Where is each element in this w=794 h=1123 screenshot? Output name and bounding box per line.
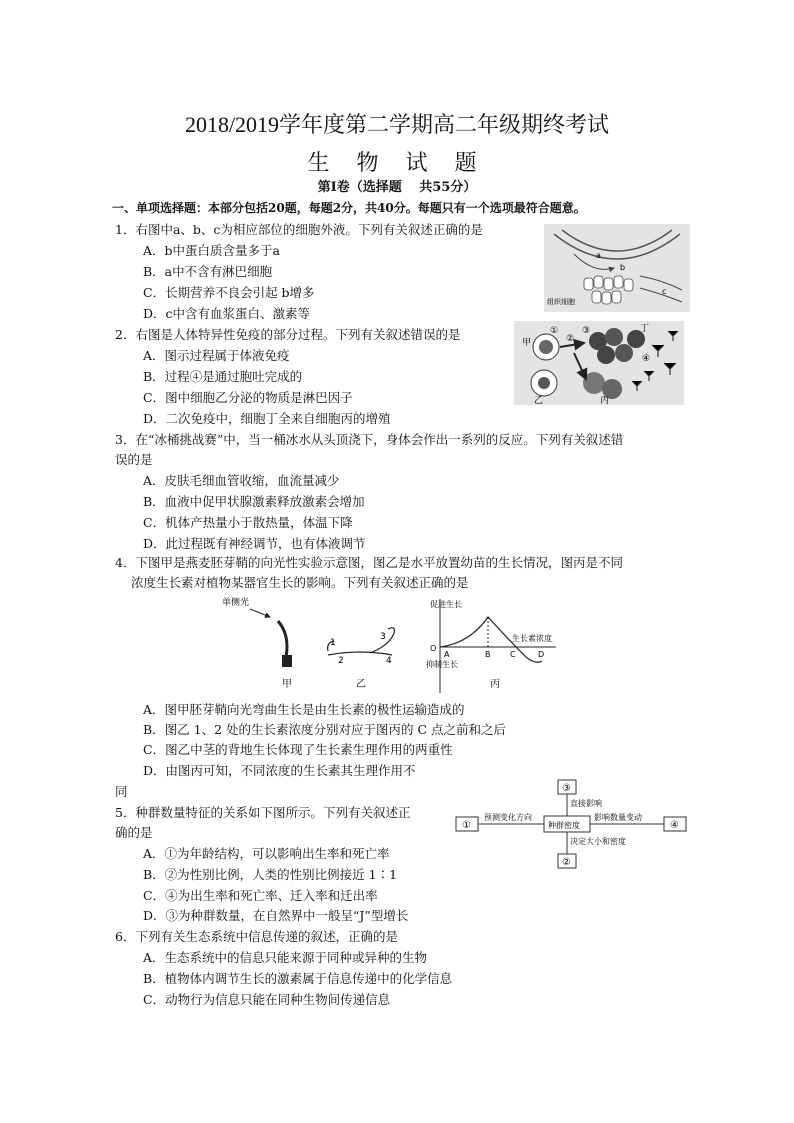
q2-option-a: A．图示过程属于体液免疫 <box>143 348 290 363</box>
q4-ylabel-bottom: 抑制生长 <box>426 660 458 669</box>
q5-option-b: B．②为性别比例，人类的性别比例接近 1∶1 <box>143 867 398 882</box>
q5-node-3: ③ <box>562 783 571 794</box>
question-1-stem: 1．右图中a、b、c为相应部位的细胞外液。下列有关叙述正确的是 <box>115 222 483 237</box>
q1-figure-label-c: c <box>662 287 667 296</box>
q3-option-a: A．皮肤毛细血管收缩，血流量减少 <box>143 473 340 488</box>
q5-option-a: A．①为年龄结构，可以影响出生率和死亡率 <box>143 846 390 861</box>
question-2-stem: 2．右图是人体特异性免疫的部分过程。下列有关叙述错误的是 <box>115 327 461 342</box>
q5-node-1: ① <box>462 820 471 831</box>
q4-option-a: A．图甲胚芽鞘向光弯曲生长是由生长素的极性运输造成的 <box>143 702 465 717</box>
q3-option-b: B．血液中促甲状腺激素释放激素会增加 <box>143 494 365 509</box>
q4-point-b: B <box>485 650 491 659</box>
q4-option-d-continuation: 同 <box>115 784 128 799</box>
q1-figure <box>544 224 690 312</box>
section-heading: 一、单项选择题：本部分包括20题，每题2分，共40分。每题只有一个选项最符合题意。 <box>112 201 586 215</box>
question-5-stem-line2: 确的是 <box>115 825 153 840</box>
q5-right-label: 影响数量变动 <box>594 813 642 822</box>
q6-option-b: B．植物体内调节生长的激素属于信息传递中的化学信息 <box>143 971 453 986</box>
question-5-stem-line1: 5．种群数量特征的关系如下图所示。下列有关叙述正 <box>115 805 411 820</box>
q5-left-label: 预测变化方向 <box>484 813 532 822</box>
exam-subtitle: 生 物 试 题 <box>307 151 487 176</box>
q1-figure-label-a: a <box>596 251 601 260</box>
question-3-stem-line2: 误的是 <box>115 452 153 467</box>
q2-option-d: D．二次免疫中，细胞丁全来自细胞丙的增殖 <box>143 411 391 426</box>
q6-option-c: C．动物行为信息只能在同种生物间传递信息 <box>143 992 391 1007</box>
q4-yi-4: 4 <box>386 656 392 666</box>
q2-figure-label-3: ③ <box>582 326 591 336</box>
q4-option-d: D．由图丙可知，不同浓度的生长素其生理作用不 <box>143 763 416 778</box>
q3-option-c: C．机体产热量小于散热量，体温下降 <box>143 515 353 530</box>
q4-xlabel: 生长素浓度 <box>512 634 552 643</box>
q5-node-2: ② <box>562 857 571 868</box>
q5-center-label: 种群密度 <box>548 821 580 830</box>
q4-point-d: D <box>538 650 545 659</box>
exam-title: 2018/2019学年度第二学期高二年级期终考试 <box>184 112 610 137</box>
q4-label-yi: 乙 <box>356 679 366 690</box>
q5-figure <box>454 778 688 870</box>
question-6-stem: 6．下列有关生态系统中信息传递的叙述，正确的是 <box>115 929 398 944</box>
q2-figure-label-1: ① <box>550 326 559 336</box>
q2-figure-label-4: ④ <box>642 354 651 364</box>
q4-point-c: C <box>510 650 516 659</box>
q6-option-a: A．生态系统中的信息只能来源于同种或异种的生物 <box>143 950 428 965</box>
q5-option-d: D．③为种群数量，在自然界中一般呈“J”型增长 <box>143 908 409 923</box>
q2-figure-label-yi: 乙 <box>534 396 544 405</box>
question-4-stem-line1: 4．下图甲是燕麦胚芽鞘的向光性实验示意图，图乙是水平放置幼苗的生长情况，图丙是不同 <box>115 555 623 570</box>
q1-figure-label-cells: 组织细胞 <box>547 298 575 306</box>
q4-yi-1: 1 <box>330 638 336 648</box>
part-heading: 第Ⅰ卷（选择题 共55分） <box>317 180 477 195</box>
q1-option-c: C．长期营养不良会引起 b增多 <box>143 285 315 300</box>
q4-light-label: 单侧光 <box>222 598 250 608</box>
q4-label-jia: 甲 <box>282 679 292 690</box>
q2-figure-label-bing: 丙 <box>600 396 610 405</box>
q3-option-d: D．此过程既有神经调节，也有体液调节 <box>143 536 366 551</box>
q5-node-4: ④ <box>670 820 679 831</box>
q4-yi-2: 2 <box>338 656 344 666</box>
q4-yi-3: 3 <box>380 632 386 642</box>
q1-figure-label-b: b <box>620 263 626 272</box>
q4-origin: O <box>430 644 437 653</box>
q2-option-b: B．过程④是通过胞吐完成的 <box>143 369 303 384</box>
q4-label-bing: 丙 <box>490 679 500 690</box>
q2-option-c: C．图中细胞乙分泌的物质是淋巴因子 <box>143 390 353 405</box>
q4-option-b: B．图乙 1、2 处的生长素浓度分别对应于图丙的 C 点之前和之后 <box>143 722 507 737</box>
q5-option-c: C．④为出生率和死亡率、迁入率和迁出率 <box>143 888 378 903</box>
q4-ylabel-top: 促进生长 <box>430 600 462 609</box>
q2-figure <box>514 321 684 405</box>
question-3-stem-line1: 3．在“冰桶挑战赛”中，当一桶冰水从头顶浇下，身体会作出一系列的反应。下列有关叙述错 <box>115 432 624 447</box>
q2-figure-label-ding: 丁 <box>640 324 650 334</box>
q4-figure <box>220 595 570 695</box>
q1-option-b: B．a中不含有淋巴细胞 <box>143 264 273 279</box>
q1-option-d: D．c中含有血浆蛋白、激素等 <box>143 306 311 321</box>
q2-figure-label-2: ② <box>566 334 575 344</box>
question-4-stem-line2: 浓度生长素对植物某器官生长的影响。下列有关叙述正确的是 <box>131 575 469 590</box>
q4-option-c: C．图乙中茎的背地生长体现了生长素生理作用的两重性 <box>143 742 453 757</box>
q5-top-label: 直接影响 <box>570 799 602 808</box>
q1-option-a: A．b中蛋白质含量多于a <box>143 243 280 258</box>
q5-bottom-label: 决定大小和密度 <box>570 837 626 846</box>
q4-point-a: A <box>444 650 450 659</box>
q2-figure-label-jia: 甲 <box>522 338 532 348</box>
